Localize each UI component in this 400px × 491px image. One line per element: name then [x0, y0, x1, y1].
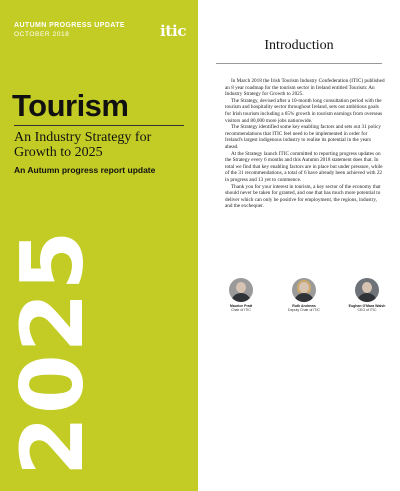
avatar: [229, 278, 253, 302]
person-role: Deputy Chair of ITIC: [288, 308, 320, 312]
cover-subtitle: An Industry Strategy for Growth to 2025: [14, 130, 152, 160]
introduction-heading: Introduction: [264, 38, 334, 53]
person-name: Maurice Pratt: [229, 304, 253, 308]
report-date: OCTOBER 2018: [14, 31, 70, 38]
intro-paragraph: At the Strategy launch ITIC committed to reporting progress updates on the Strategy every 6 months and this Autumn 2018 statement does that. In total we find that key enabling factors are in place but under pressure, while of the 31 recommendations, a total of 6 have already been achieved with 22 in progress and 13 yet to commence.: [225, 150, 383, 183]
intro-paragraph: Thank you for your interest in tourism, a key sector of the economy that should never be taken for granted, and one that has much more potential to deliver which can only be positive for employment, the regions, industry, and the exchequer.: [225, 183, 381, 210]
intro-paragraph: The Strategy, devised after a 10-month long consultation period with the tourism and hospitality sector throughout Ireland, sets out ambitious goals for Irish tourism including a 65% growth in tourism earnings from overseas visitors and 80,000 more jobs nationwide.: [225, 97, 383, 124]
person-card: [279, 278, 329, 312]
person-role: CEO of ITIC: [357, 308, 377, 312]
signatories: [216, 278, 392, 328]
introduction-body: [225, 78, 385, 210]
person-card: [342, 278, 392, 312]
avatar: [355, 278, 379, 302]
heading-divider: [216, 63, 382, 64]
cover-tagline: An Autumn progress report update: [14, 165, 156, 175]
person-name: Ruth Andrews: [292, 304, 316, 308]
big-year-numeral: 2025: [3, 228, 103, 476]
intro-paragraph: In March 2018 the Irish Tourism Industry Confederation (ITIC) published an 8 year roadmap for the tourism sector in Ireland entitled Tourism: An Industry Strategy for Growth to 2025.: [225, 78, 385, 98]
intro-paragraph: The Strategy identified some key enabling factors and sets out 31 policy recommendations that ITIC feel need to be implemented in order for Ireland's largest indigenous industry to realise its potential in the years ahead.: [225, 124, 381, 150]
cover-title: Tourism: [12, 88, 129, 123]
introduction-panel: [198, 0, 400, 491]
report-kicker: AUTUMN PROGRESS UPDATE: [14, 22, 125, 29]
cover-panel: [0, 0, 198, 491]
title-divider: [14, 125, 184, 126]
person-role: Chair of ITIC: [231, 308, 251, 312]
person-card: [216, 278, 266, 312]
itic-logo: itic: [160, 22, 187, 40]
person-name: Eoghan O'Mara Walsh: [348, 304, 386, 308]
avatar: [292, 278, 316, 302]
